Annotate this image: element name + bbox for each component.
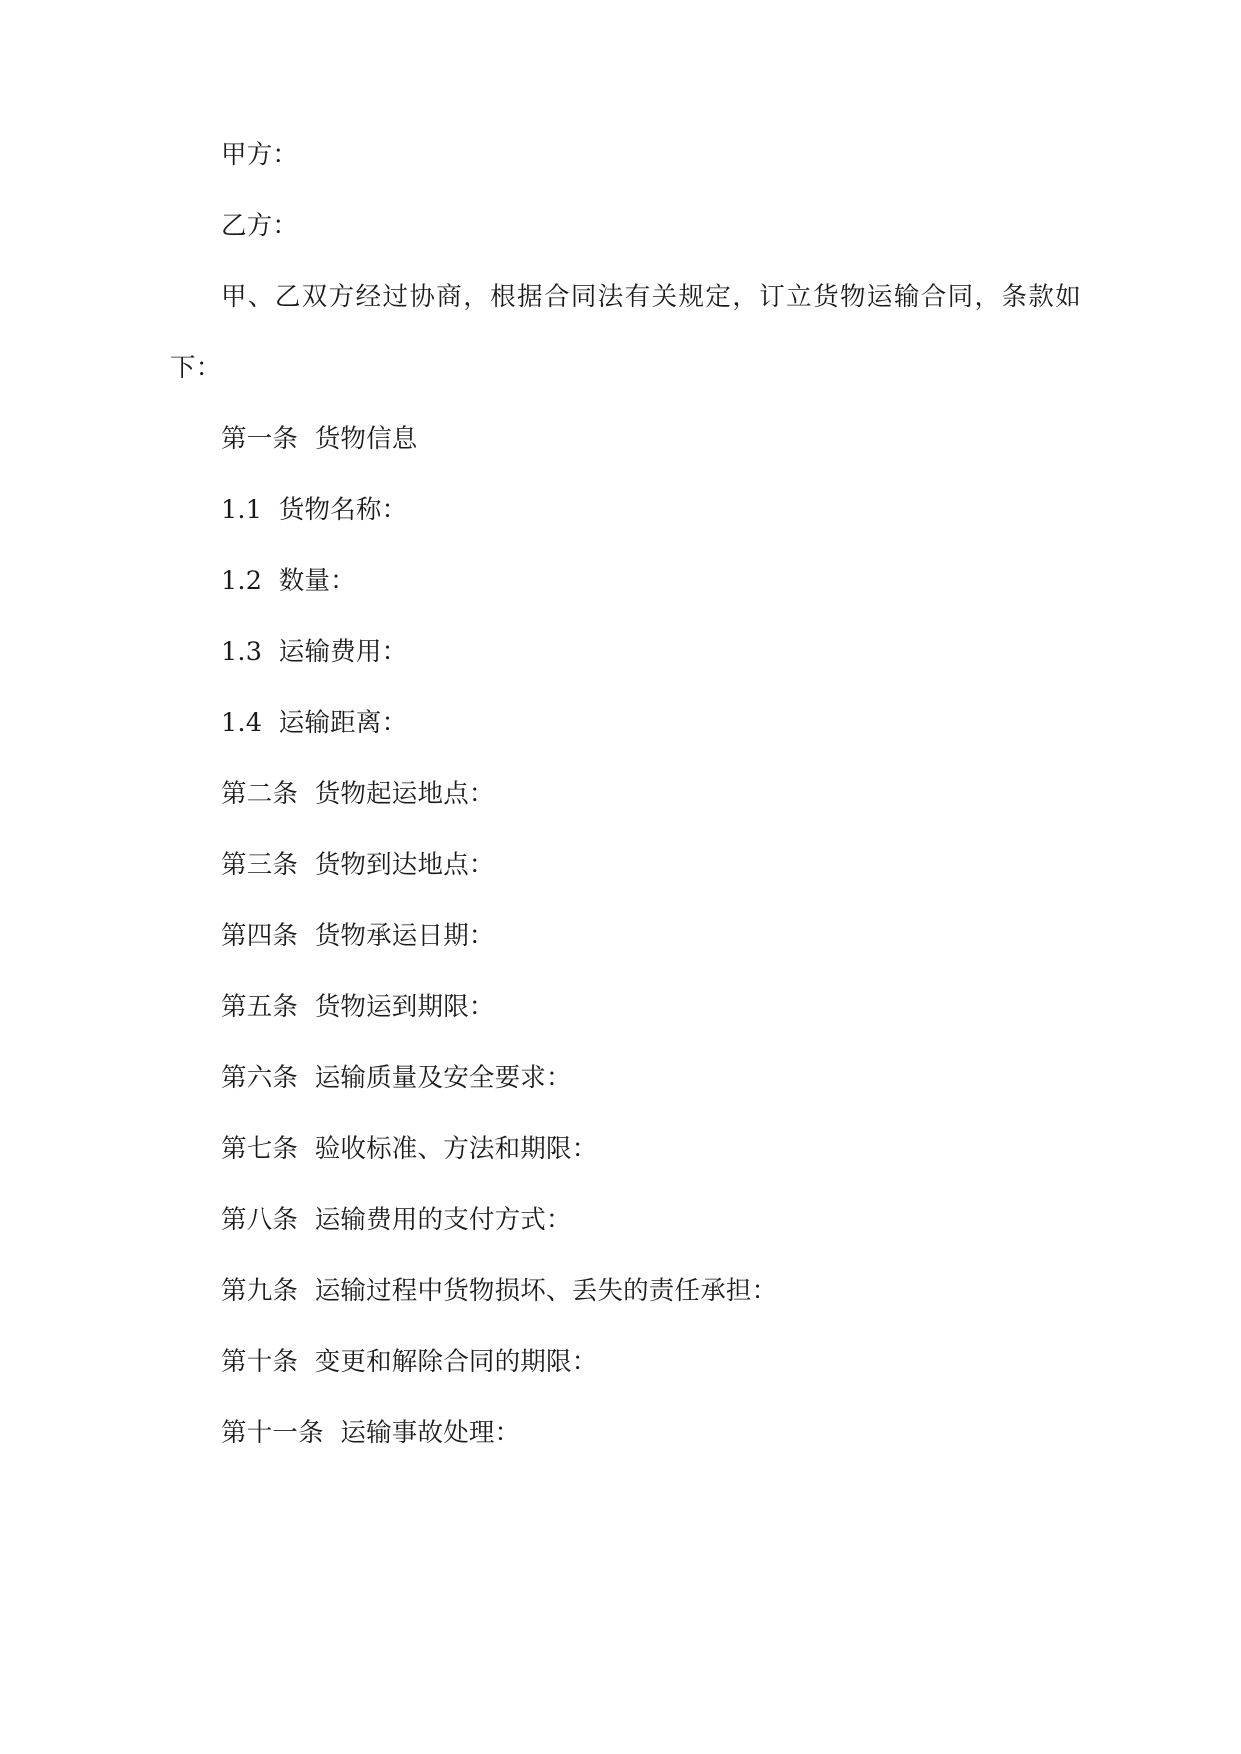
document-body — [170, 120, 1081, 1469]
paragraph-article-2: 第二条 货物起运地点： — [221, 779, 495, 809]
paragraph-article-7: 第七条 验收标准、方法和期限： — [221, 1134, 598, 1164]
paragraph-article-9: 第九条 运输过程中货物损坏、丢失的责任承担： — [221, 1276, 778, 1306]
paragraph-article-4: 第四条 货物承运日期： — [221, 921, 495, 951]
paragraph-article-5: 第五条 货物运到期限： — [221, 992, 495, 1022]
paragraph-article-11: 第十一条 运输事故处理： — [221, 1418, 521, 1448]
paragraph-item-1-2: 1.2 数量： — [221, 566, 356, 596]
paragraph-preamble: 甲、乙双方经过协商，根据合同法有关规定，订立货物运输合同，条款如下： — [170, 282, 1081, 383]
paragraph-article-6: 第六条 运输质量及安全要求： — [221, 1063, 572, 1093]
paragraph-item-1-4: 1.4 运输距离： — [221, 708, 408, 738]
paragraph-item-1-3: 1.3 运输费用： — [221, 637, 408, 667]
paragraph-article-1: 第一条 货物信息 — [221, 424, 418, 454]
paragraph-party-a: 甲方： — [221, 140, 299, 170]
paragraph-party-b: 乙方： — [221, 211, 299, 241]
paragraph-item-1-1: 1.1 货物名称： — [221, 495, 408, 525]
paragraph-article-8: 第八条 运输费用的支付方式： — [221, 1205, 572, 1235]
paragraph-article-3: 第三条 货物到达地点： — [221, 850, 495, 880]
paragraph-article-10: 第十条 变更和解除合同的期限： — [221, 1347, 598, 1377]
